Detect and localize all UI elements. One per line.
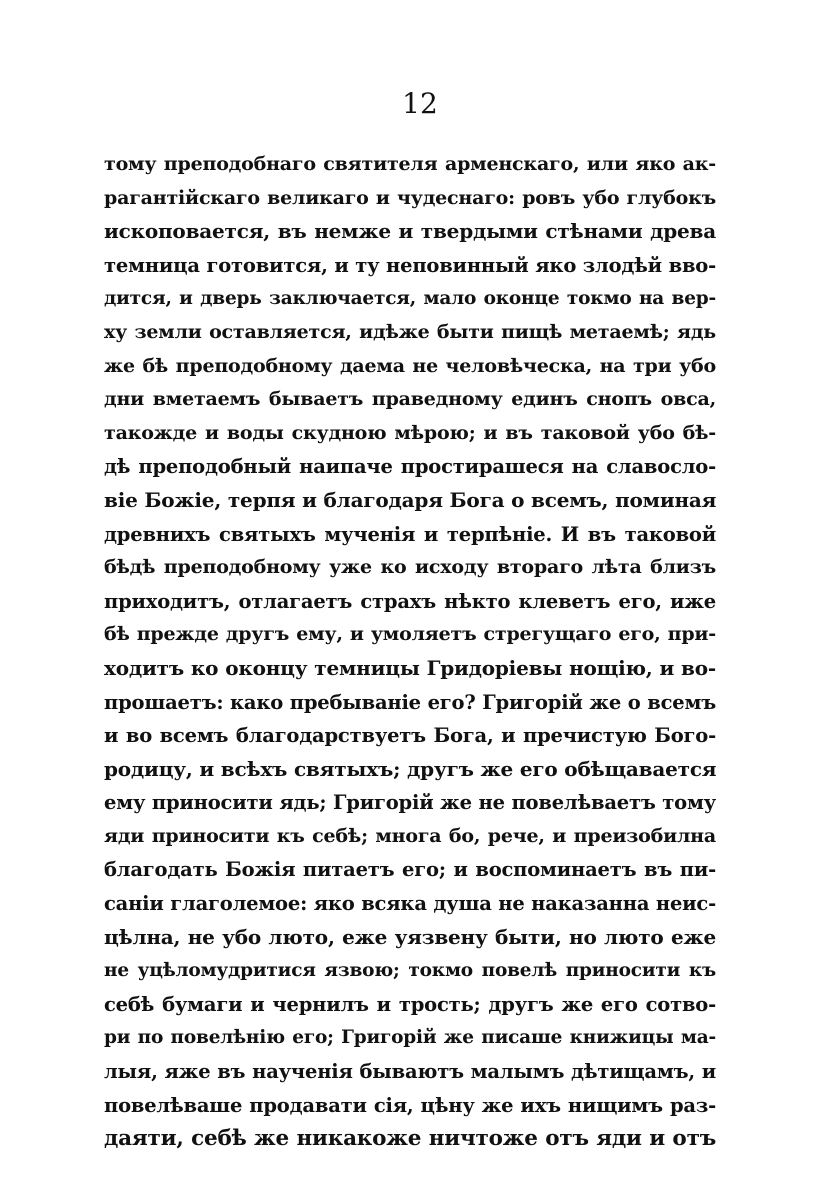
text-line: благодать Божія питаетъ его; и воспоминаетъ въ пи- <box>104 858 716 882</box>
text-line: и во всемъ благодарствуетъ Бога, и пречистую Бого- <box>104 724 716 748</box>
text-line: темница готовится, и ту неповинный яко злодѣй вво- <box>104 253 716 277</box>
text-line: же бѣ преподобному даема не человѣческа, на три убо <box>104 354 716 377</box>
text-line: ри по повелѣнію его; Григорій же писаше книжицы ма- <box>104 1027 716 1049</box>
text-line: тому преподобнаго святителя арменскаго, или яко ак- <box>104 153 716 175</box>
text-line: даяти, себѣ же никакоже ничтоже отъ яди и отъ <box>104 1126 716 1152</box>
text-line: яди приносити къ себѣ; многа бо, рече, и преизобилна <box>104 824 716 847</box>
text-line: повелѣваше продавати сія, цѣну же ихъ нищимъ раз- <box>104 1093 716 1117</box>
text-line: дѣ преподобный наипаче простирашеся на славосло- <box>104 455 716 479</box>
text-line: дится, и дверь заключается, мало оконце токмо на вер- <box>104 288 716 310</box>
text-line: не уцѣломудритися язвою; токмо повелѣ приносити къ <box>104 960 716 982</box>
text-line: такожде и воды скудною мѣрою; и въ таковой убо бѣ- <box>104 421 716 444</box>
text-line: рагантійскаго великаго и чудеснаго: ровъ убо глубокъ <box>104 186 716 209</box>
text-line: древнихъ святыхъ мученія и терпѣніе. И въ таковой <box>104 522 716 546</box>
text-line: ему приносити ядь; Григорій же не повелѣваетъ тому <box>104 791 716 815</box>
text-line: дни вметаемъ бываетъ праведному единъ снопъ овса, <box>104 388 716 411</box>
text-line: себѣ бумаги и чернилъ и трость; другъ же его сотво- <box>104 992 716 1016</box>
page-number: 12 <box>402 87 438 120</box>
text-line: бѣ прежде другъ ему, и умоляетъ стрегущаго его, при- <box>104 623 716 646</box>
text-line: ху земли оставляется, идѣже быти пищѣ метаемѣ; ядь <box>104 320 716 343</box>
body-text <box>104 148 716 1156</box>
text-line: віе Божіе, терпя и благодаря Бога о всемъ, поминая <box>104 487 716 512</box>
text-line: родицу, и всѣхъ святыхъ; другъ же его обѣщавается <box>104 756 716 781</box>
text-line: лыя, яже въ наученія бываютъ малымъ дѣтищамъ, и <box>104 1060 716 1084</box>
text-line: прошаетъ: како пребываніе его? Григорій же о всемъ <box>104 690 716 714</box>
text-line: приходитъ, отлагаетъ страхъ нѣкто клеветъ его, иже <box>104 589 716 613</box>
text-line: ходитъ ко оконцу темницы Гридоріевы нощію, и во- <box>104 655 716 680</box>
text-line: ископовается, въ немже и твердыми стѣнами древа <box>104 219 716 244</box>
text-line: цѣлна, не убо люто, еже уязвену быти, но люто еже <box>104 924 716 949</box>
text-line: саніи глаголемое: яко всяка душа не наказанна неис- <box>104 892 716 916</box>
text-line: бѣдѣ преподобному уже ко исходу втораго лѣта близъ <box>104 556 716 579</box>
